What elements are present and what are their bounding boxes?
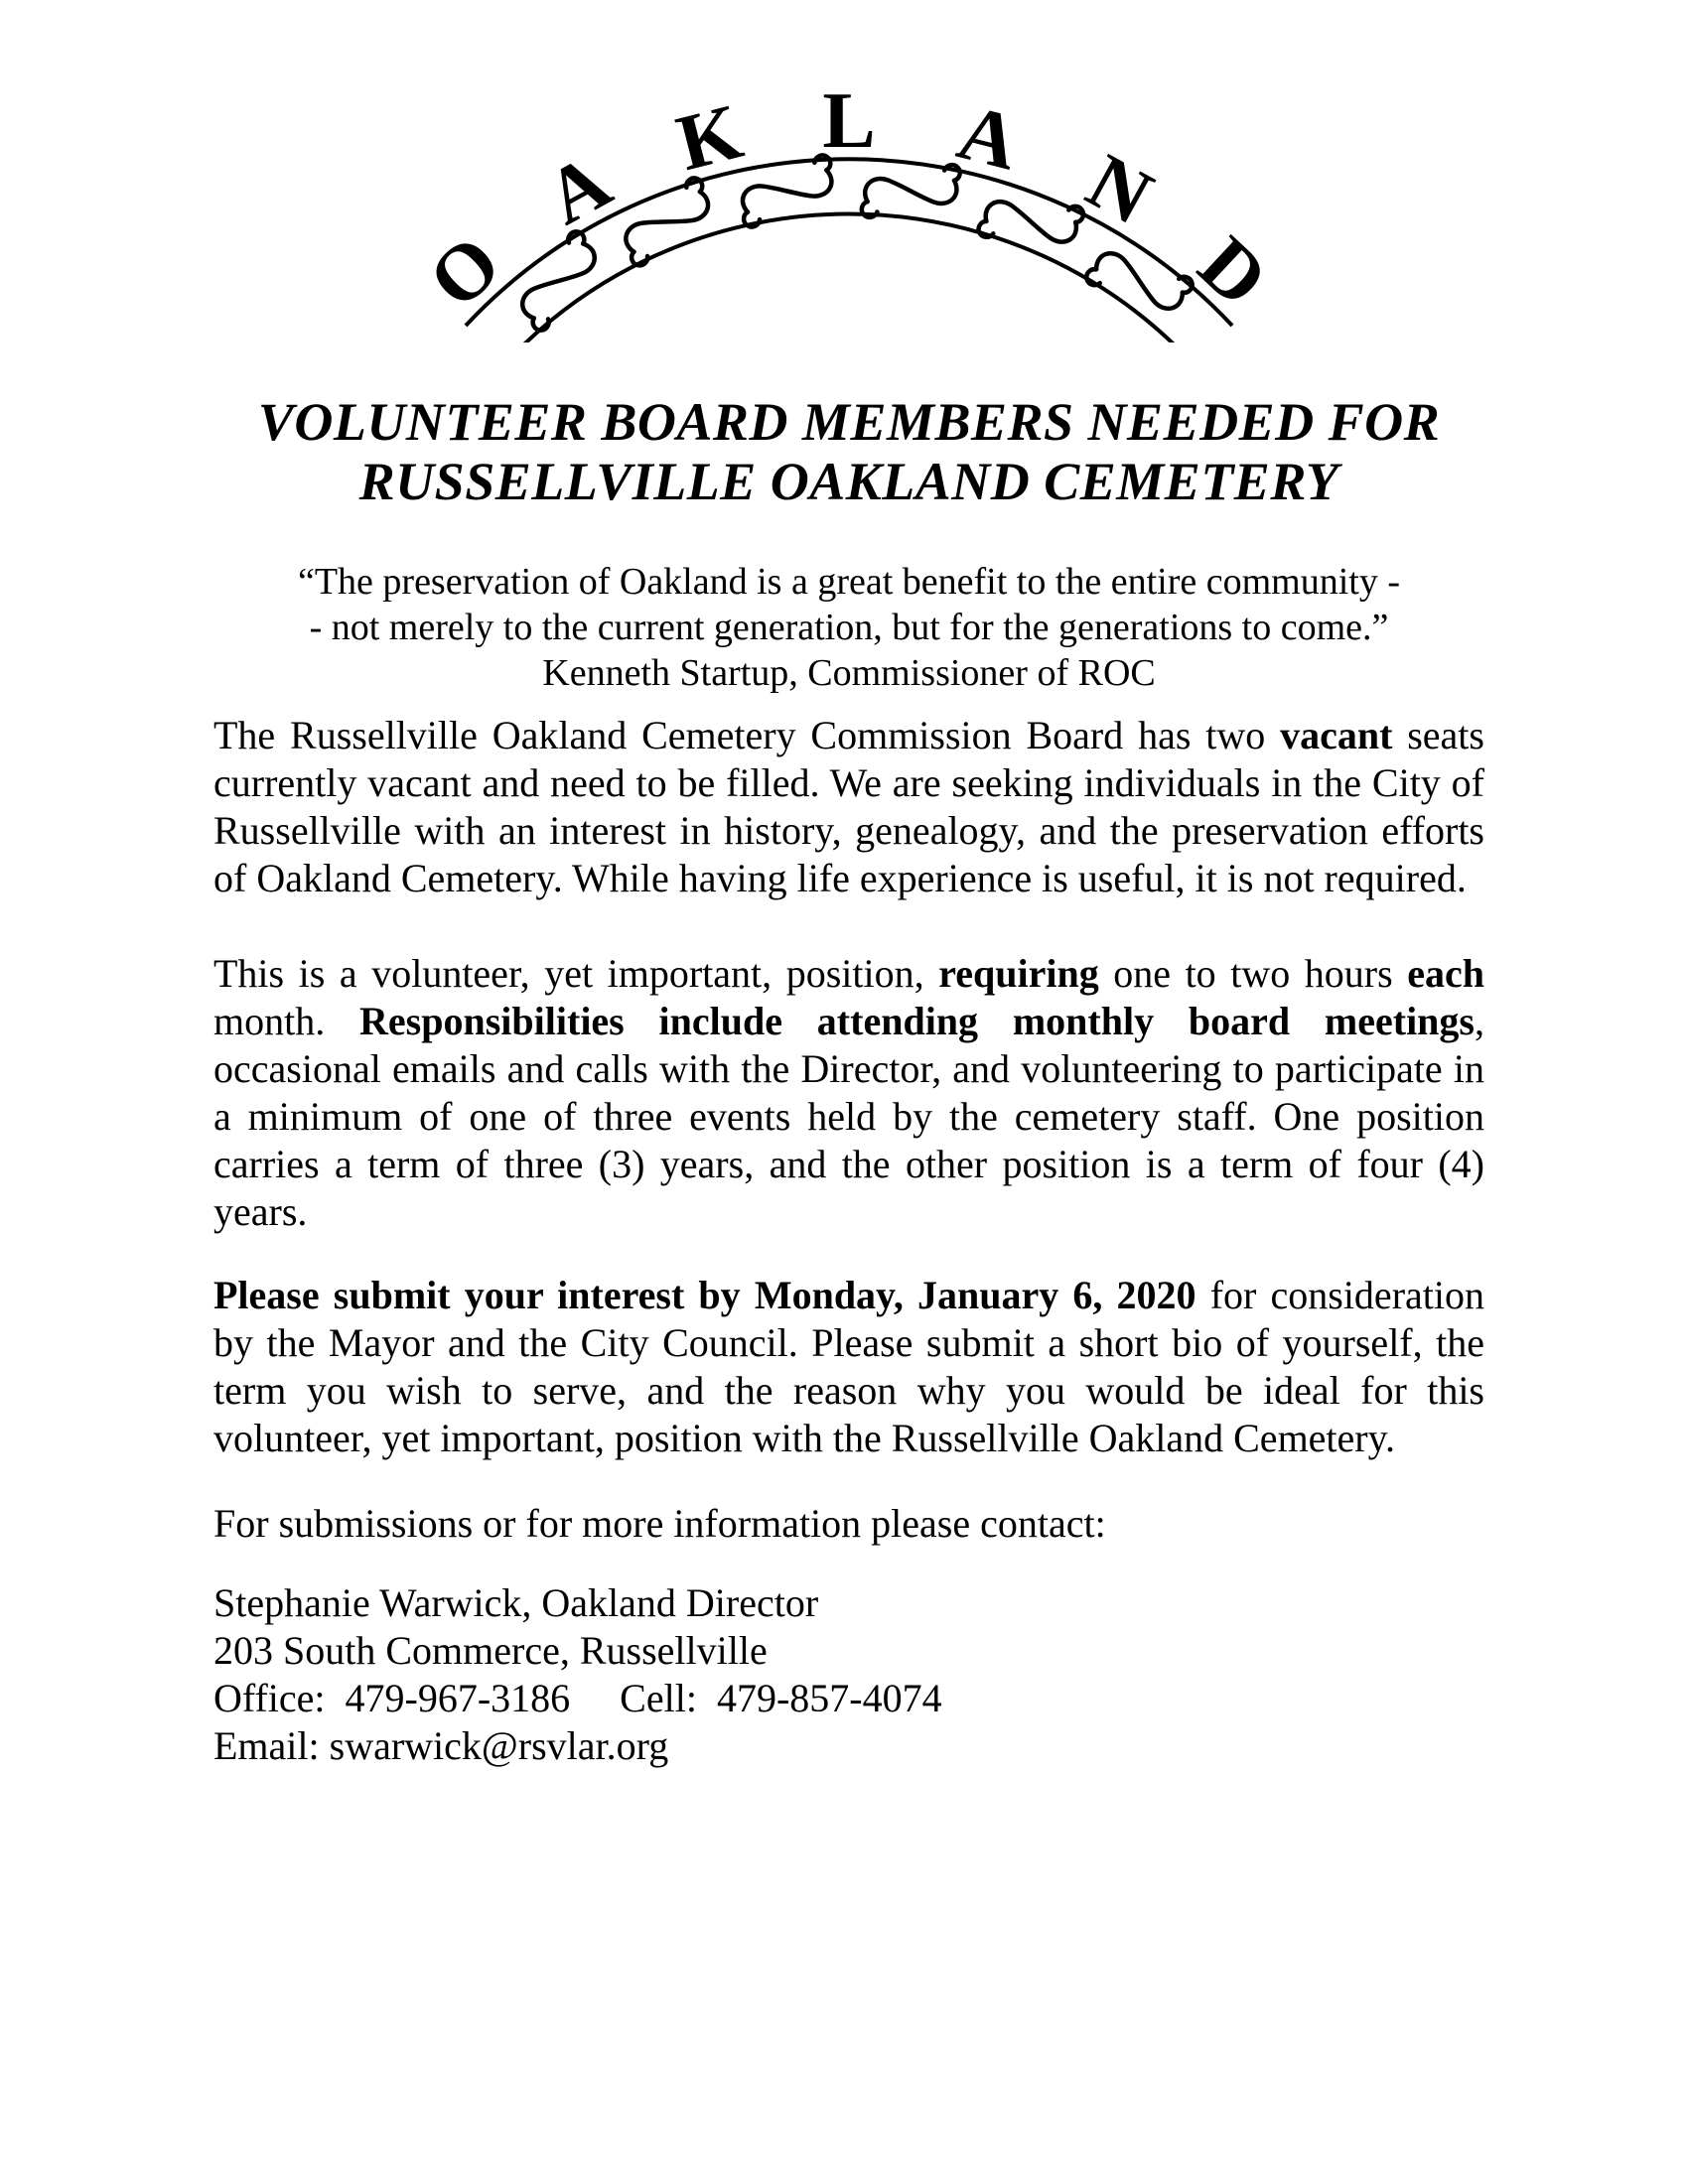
logo-letter-k: K: [668, 87, 751, 189]
paragraph-submission-deadline: Please submit your interest by Monday, January 6, 2020 for consideration by the Mayor and the City Council. Please submit a short bio of yourself, the term you wish to serve, and the reason why you would be ideal for this volunteer, yet important, position with the Russellville Oakland Cemetery.: [213, 1273, 1484, 1460]
logo-letter-d: D: [1182, 220, 1284, 324]
contact-intro: For submissions or for more information please contact:: [213, 1501, 1106, 1546]
contact-block: [213, 1579, 1484, 1770]
quote-line2: - not merely to the current generation, but for the generations to come.”: [309, 607, 1389, 648]
paragraph-responsibilities: This is a volunteer, yet important, position, requiring one to two hours each month. Responsibilities include attending monthly board meetings, occasional emails and calls with the Director, and volunteering to participate in a minimum of one of three events held by the cemetery staff. One position carries a term of three (3) years, and the other position is a term of four (4) years.: [213, 951, 1484, 1234]
page-title-line1: VOLUNTEER BOARD MEMBERS NEEDED FOR: [257, 392, 1441, 452]
quote-attribution: Kenneth Startup, Commissioner of ROC: [542, 652, 1156, 694]
logo-letter-l: L: [822, 77, 876, 165]
page-title: [213, 392, 1484, 511]
logo-letter-a2: A: [949, 88, 1028, 188]
logo-letters: [413, 77, 1284, 325]
s-scroll-ornament: [1083, 228, 1196, 334]
logo-letter-o: O: [412, 218, 518, 326]
contact-address: 203 South Commerce, Russellville: [213, 1628, 768, 1673]
contact-name: Stephanie Warwick, Oakland Director: [213, 1580, 819, 1625]
quote-block: [213, 559, 1484, 696]
quote-line1: “The preservation of Oakland is a great benefit to the entire community -: [297, 561, 1401, 603]
paragraph-vacant-seats: The Russellville Oakland Cemetery Commission Board has two vacant seats currently vacant and need to be filled. We are seeking individuals in the City of Russellville with an interest in history, genealogy, and the preservation efforts of Oakland Cemetery. While having life experience is useful, it is not required.: [213, 713, 1484, 900]
s-scroll-ornament: [502, 228, 615, 334]
oakland-arch-logo-graphic: [372, 55, 1326, 342]
contact-email: Email: swarwick@rsvlar.org: [213, 1723, 669, 1768]
oakland-logo: [213, 55, 1484, 347]
contact-phones: Office: 479-967-3186 Cell: 479-857-4074: [213, 1676, 942, 1720]
logo-letter-n: N: [1073, 137, 1166, 242]
page-title-line2: RUSSELLVILLE OAKLAND CEMETERY: [358, 452, 1339, 511]
logo-letter-a1: A: [532, 137, 625, 242]
